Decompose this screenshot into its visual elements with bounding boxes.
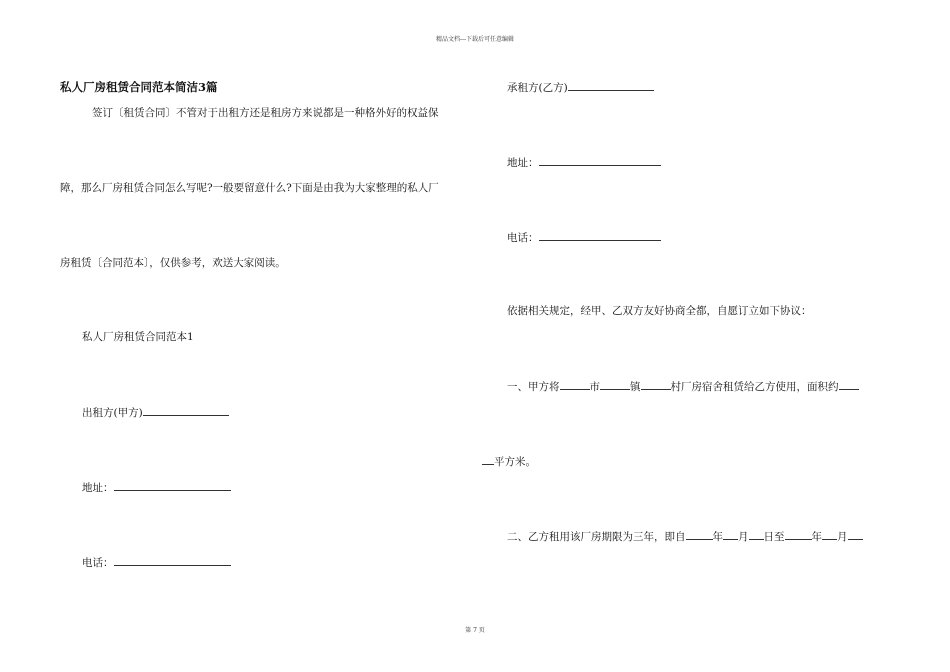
- clause-2-blank-day: [749, 529, 764, 540]
- lessor-blank: [143, 405, 229, 416]
- lessee-label: 承租方(乙方): [507, 82, 568, 94]
- lessee-address-field: [507, 155, 661, 170]
- clause-1-line-1: [507, 379, 859, 394]
- lessee-address-label: 地址：: [507, 157, 539, 169]
- clause-2-month: 月: [738, 531, 749, 543]
- clause-2-blank-tail: [848, 529, 863, 540]
- lessee-phone-blank: [539, 230, 661, 241]
- lessor-phone-label: 电话：: [82, 557, 114, 569]
- intro-paragraph-line-1: 签订〔租赁合同〕不管对于出租方还是租房方来说都是一种格外好的权益保: [92, 107, 439, 119]
- clause-2-year: 年: [712, 531, 723, 543]
- lessee-address-blank: [539, 155, 661, 166]
- agreement-intro: 依据相关规定，经甲、乙双方友好协商全都，自愿订立如下协议：: [507, 305, 812, 317]
- lessor-address-label: 地址：: [82, 482, 114, 494]
- clause-2-day-to: 日至: [763, 531, 785, 543]
- clause-1-blank-city: [560, 379, 590, 390]
- clause-2-blank-year2: [785, 529, 812, 540]
- clause-1-blank-area: [839, 379, 859, 390]
- document-title: 私人厂房租赁合同范本简洁3篇: [60, 80, 218, 94]
- clause-2-blank-year: [686, 529, 713, 540]
- lessor-phone-field: [82, 555, 231, 570]
- page-footer-number: 第 7 页: [465, 627, 485, 634]
- clause-1-blank-town: [600, 379, 630, 390]
- clause-2-blank-month: [723, 529, 738, 540]
- sample-heading: 私人厂房租赁合同范本1: [82, 331, 194, 343]
- clause-2-year2: 年: [811, 531, 822, 543]
- lessee-phone-field: [507, 230, 661, 245]
- intro-paragraph-line-2: 障，那么厂房租赁合同怎么写呢?一般要留意什么?下面是由我为大家整理的私人厂: [60, 182, 439, 194]
- clause-1-prefix: 一、甲方将: [507, 381, 560, 393]
- clause-1-village: 村厂房宿舍租赁给乙方使用，面积约: [670, 381, 839, 393]
- lessor-address-blank: [114, 480, 231, 491]
- clause-1-cont: 平方米。: [494, 456, 536, 468]
- lessor-address-field: [82, 480, 231, 495]
- page-header-note: 精品文档---下载后可任意编辑: [435, 36, 515, 43]
- clause-2-blank-month2: [822, 529, 837, 540]
- clause-2-month2: 月: [837, 531, 848, 543]
- clause-1-blank-village: [641, 379, 671, 390]
- lessor-label: 出租方(甲方): [82, 407, 143, 419]
- clause-2-prefix: 二、乙方租用该厂房期限为三年，即自: [507, 531, 686, 543]
- lessee-blank: [568, 80, 654, 91]
- lessor-field: [82, 405, 229, 420]
- clause-2-line-1: [507, 529, 863, 544]
- clause-1-line-2: [482, 454, 536, 469]
- lessee-phone-label: 电话：: [507, 232, 539, 244]
- lessee-field: [507, 80, 654, 95]
- clause-1-blank-area-cont: [482, 454, 494, 465]
- clause-1-town: 镇: [630, 381, 641, 393]
- lessor-phone-blank: [114, 555, 231, 566]
- intro-paragraph-line-3: 房租赁〔合同范本〕，仅供参考，欢送大家阅读。: [60, 257, 286, 269]
- clause-1-city: 市: [589, 381, 600, 393]
